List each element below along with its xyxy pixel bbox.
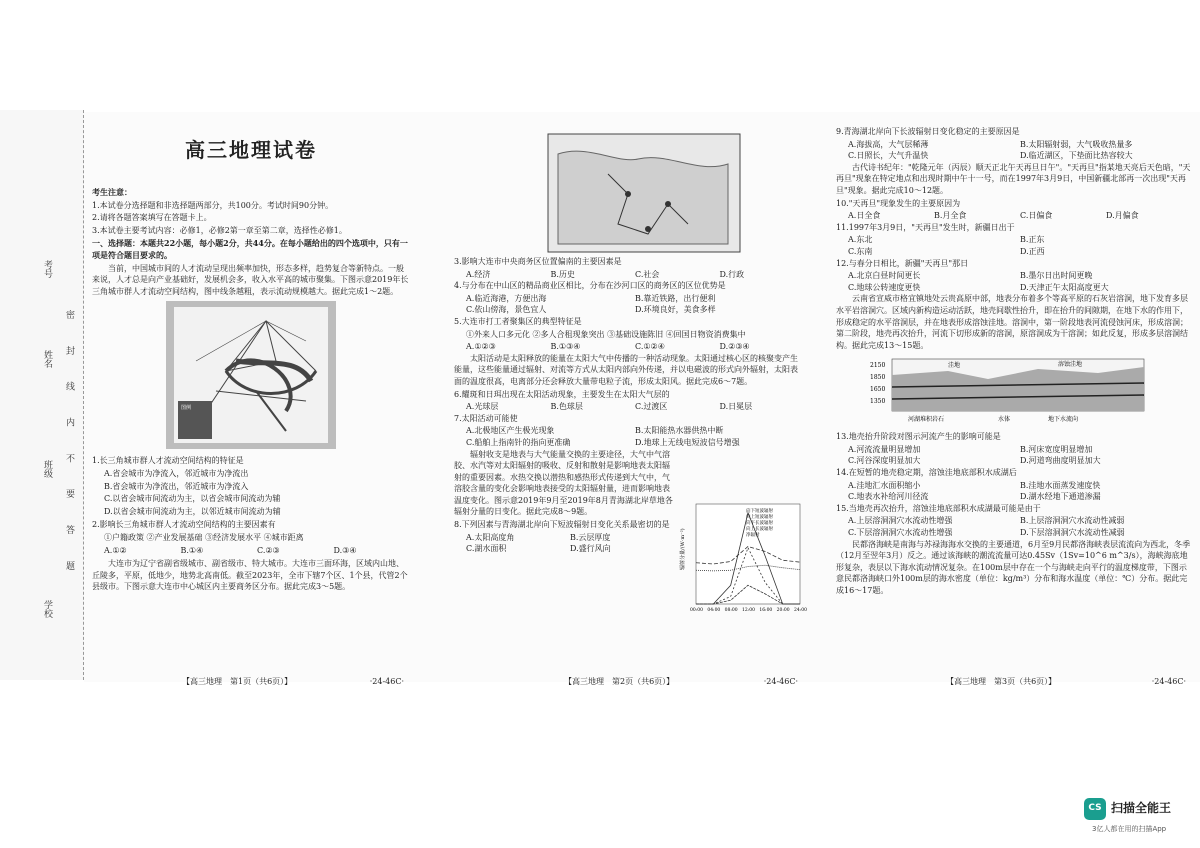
talent-flow-network-figure [166, 301, 336, 449]
legend-entry: 向上短波辐射 [746, 515, 773, 520]
option[interactable]: C.地球公转速度更快 [848, 282, 921, 292]
page-footer: 【高三地理 第3页（共6页）】 [946, 677, 1057, 686]
karst-profile-figure [868, 357, 1150, 425]
option[interactable]: A.河流流量明显增加 [848, 444, 921, 454]
profile-label: 溶蚀洼地 [1058, 361, 1083, 369]
option[interactable]: D.临近湖区，下垫面比热容较大 [1020, 151, 1133, 161]
option[interactable]: C.以省会城市间流动为主，以省会城市间流动为辅 [104, 494, 281, 504]
option[interactable]: C.船舶上指南针的指向更准确 [466, 437, 571, 447]
question-stem: 2.影响长三角城市群人才流动空间结构的主要因素有 [92, 520, 276, 530]
name-label: 姓名 [42, 350, 53, 368]
question-stem: 9.青海湖北岸向下长波辐射日变化稳定的主要原因是 [836, 127, 1020, 136]
chart-ylabel: 辐射分量/(W·m⁻²) [680, 528, 686, 570]
option[interactable]: D.河道弯曲度明显加大 [1020, 456, 1101, 466]
option[interactable]: C.日照长，大气升温快 [848, 151, 929, 161]
option[interactable]: D.环境良好，美食多样 [635, 305, 716, 315]
question-stem: 8.下列因素与青海湖北岸向下短波辐射日变化关系最密切的是 [454, 520, 670, 530]
passage-yunnan: 云南省宣威市格宜镇地处云贵高原中部，地表分布着多个等高平原的石灰岩溶洞，地下发育多层水平岩溶洞穴。区域内新构造运动活跃，地壳间歇性抬升，即在抬升的间隙期，在地下水的作用下，形成稳定的水平溶洞层，并在地表形成溶蚀洼地。溶洞中，第一阶段地表河流侵蚀河床，形成溶洞；第二阶段，地壳再次抬升，河流下切形成新的溶洞，原溶洞成为干溶洞；如此反复，形成多层溶洞结构。据此完成13～15题。 [836, 294, 1188, 350]
option[interactable]: D.湖水经地下通道渗漏 [1020, 492, 1101, 502]
option[interactable]: D.②③④ [719, 342, 750, 352]
scanner-watermark [1084, 798, 1171, 820]
camscanner-icon: CS [1084, 798, 1106, 820]
radiation-line-chart [680, 500, 807, 620]
option[interactable]: D.地球上无线电短波信号增强 [635, 437, 740, 447]
question-10 [836, 198, 1192, 222]
page-footer: 【高三地理 第2页（共6页）】 [564, 677, 675, 686]
profile-y-label: 1650 [870, 386, 886, 394]
passage-dalian: 大连市为辽宁省副省级城市、副省级市、特大城市。大连市三面环海，区域内山地、丘陵多，平原，低地少，地势北高南低。截至2023年，全市下辖7个区、1个县，代管2个县级市。下图示意大连市中心城区内主要商务区分布。据此完成3～5题。 [92, 559, 408, 592]
question-stem: 1.长三角城市群人才流动空间结构的特征是 [92, 456, 244, 466]
option[interactable]: A.太阳高度角 [466, 532, 515, 542]
question-9 [836, 126, 1192, 162]
x-tick-label: 04:00 [707, 608, 721, 613]
x-tick-label: 24:00 [794, 608, 807, 613]
question-11 [836, 222, 1192, 258]
question-stem: 12.与春分日相比，新疆"天再旦"那日 [836, 258, 969, 268]
page-1 [92, 112, 410, 686]
option[interactable]: B.正东 [1020, 235, 1045, 245]
option[interactable]: B.①④ [180, 545, 204, 555]
notice-line: 1.本试卷分选择题和非选择题两部分，共100分。考试时间90分钟。 [92, 200, 334, 210]
notice-head: 考生注意： [92, 187, 132, 197]
option[interactable]: C.①②④ [635, 342, 665, 352]
legend-entry: 向下短波辐射 [746, 509, 773, 514]
option[interactable]: C.东南 [848, 246, 873, 256]
question-stem: 4.与分布在中山区的精品商业区相比，分布在沙河口区的商务区的区位优势是 [454, 281, 726, 291]
question-12 [836, 258, 1192, 294]
option[interactable]: A.光球层 [466, 402, 499, 412]
profile-y-label: 1850 [870, 374, 886, 382]
x-tick-label: 16:00 [759, 608, 773, 613]
section-head: 一、选择题：本题共22小题，每小题2分，共44分。在每小题给出的四个选项中，只有一项是符合题目要求的。 [92, 238, 408, 260]
x-tick-label: 00:00 [690, 608, 703, 613]
option[interactable]: D.下层溶洞洞穴水流动性减弱 [1020, 528, 1125, 538]
option[interactable]: B.太阳能热水器供热中断 [635, 426, 724, 436]
option[interactable]: A.①②③ [466, 342, 496, 352]
profile-y-label: 1350 [870, 398, 886, 406]
option[interactable]: B.洼地水面蒸发速度快 [1020, 480, 1101, 490]
passage-radiation: 辐射收支是地表与大气能量交换的主要途径，大气中气溶胶、水汽等对太阳辐射的吸收、反射和散射是影响地表太阳辐射的重要因素。水热交换以潜热和感热形式传递到大气中，气溶胶含量的变化会影响地表接受的太阳辐射量，进而影响地表温度变化。图示意2019年9月至2019年8月青海湖北岸草地各辐射分量的日变化。据此完成8～9题。 [454, 449, 673, 517]
page-code: ·24-46C· [369, 677, 404, 686]
option[interactable]: B.靠近铁路，出行便利 [635, 293, 716, 303]
profile-legend: 水体 [998, 416, 1011, 424]
option[interactable]: A.省会城市为净流入，邻近城市为净流出 [104, 468, 249, 478]
legend-entry: 向上长波辐射 [746, 527, 773, 532]
question-14 [836, 467, 1192, 503]
option[interactable]: C.②③ [257, 545, 280, 555]
option[interactable]: A.经济 [466, 269, 491, 279]
school-label: 学校 [42, 600, 53, 618]
passage-tianer: 古代诗书纪年："乾隆元年（丙辰）顺天正北午天再旦日午"。"天再旦"指某地天亮后天色暗，"天再旦"现象在特定地点和出现时期中午十一号，而在1997年3月9日，中国新疆北部再一次出现"天再旦"现象。据此完成10～12题。 [836, 162, 1191, 195]
option[interactable]: D.以省会城市间流动为主，以邻近城市间流动为辅 [104, 506, 281, 516]
question-8 [454, 519, 674, 555]
question-stem: 14.在短暂的地壳稳定期，溶蚀洼地底部积水成湖后 [836, 468, 1017, 478]
option[interactable]: A.北极地区产生极光现象 [466, 426, 555, 436]
question-stem: 6.耀斑和日珥出现在太阳活动现象，主要发生在太阳大气层的 [454, 389, 670, 399]
question-stem: 5.大连市打工者聚集区的典型特征是 [454, 316, 582, 326]
question-7 [454, 413, 804, 449]
question-stem: 3.影响大连市中央商务区位置偏南的主要因素是 [454, 257, 622, 266]
exam-sheet [84, 112, 1200, 686]
option[interactable]: C.地表水补给河川径流 [848, 492, 929, 502]
option[interactable]: B.河床宽度明显增加 [1020, 444, 1093, 454]
option[interactable]: B.云层厚度 [570, 532, 611, 542]
option[interactable]: C.依山傍海，景色宜人 [466, 305, 547, 315]
x-tick-label: 12:00 [742, 608, 755, 613]
x-tick-label: 08:00 [724, 608, 738, 613]
question-items: ①外来人口多元化 ②多人合租现象突出 ③基础设施陈旧 ④回国日物资消费集中 [466, 329, 746, 339]
question-13 [836, 431, 1192, 467]
page-title: 高三地理试卷 [185, 138, 317, 162]
dalian-map-figure [548, 134, 740, 252]
option[interactable]: A.①② [104, 545, 127, 555]
option[interactable]: B.省会城市为净流出，邻近城市为净流入 [104, 481, 249, 491]
option[interactable]: D.正西 [1020, 246, 1045, 256]
option[interactable]: B.历史 [550, 269, 575, 279]
option[interactable]: D.月偏食 [1106, 211, 1139, 221]
option[interactable]: C.日偏食 [1020, 211, 1053, 221]
option[interactable]: A.东北 [848, 235, 873, 245]
legend-entry: 净辐射 [746, 533, 760, 538]
binding-margin [0, 110, 84, 680]
option[interactable]: C.社会 [635, 269, 660, 279]
profile-y-label: 2150 [870, 362, 886, 370]
option[interactable]: A.日全食 [848, 211, 881, 221]
option[interactable]: D.行政 [719, 269, 745, 279]
passage-solar: 太阳活动是太阳释放的能量在太阳大气中传播的一种活动现象。太阳通过核心区的核聚变产生能量，这些能量通过辐射、对流等方式从太阳内部向外传递，并以电磁波的形式向外辐射，太阳表面的温度很高，电离部分还会释放大量带电粒子流，形成太阳风。据此完成6～7题。 [454, 353, 798, 386]
passage-ocean: 民都洛海峡是南海与苏禄海海水交换的主要通道，6月至9月民都洛海峡表层流流向为西北，冬季（12月至翌年3月）反之。通过该海峡的潮流流量可达0.45Sv（1Sv=10^6 m^3/s），海峡海底地形复杂，表层以下海水流动情况复杂。在100m层中存在一个与海峡走向平行的温度梯度带，下图示意民都洛海峡口外100m层的海水密度（单位：kg/m³）分布和海水温度（单位：℃）分布。据此完成16～17题。 [836, 539, 1191, 595]
question-4 [454, 280, 804, 316]
question-stem: 10."天再旦"现象发生的主要原因为 [836, 198, 961, 208]
option[interactable]: B.色球层 [550, 402, 583, 412]
page-footer: 【高三地理 第1页（共6页）】 [182, 677, 293, 686]
question-items: ①户籍政策 ②产业发展基础 ③经济发展水平 ④城市距离 [104, 532, 304, 542]
question-6 [454, 389, 804, 413]
watermark-subtitle: 3亿人都在用的扫描App [1092, 825, 1167, 833]
class-label: 班级 [42, 460, 53, 478]
notice-line: 3.本试卷主要考试内容：必修1，必修2第一章至第二章，选择性必修1。 [92, 225, 347, 235]
option[interactable]: D.③④ [333, 545, 357, 555]
option[interactable]: D.天津正午太阳高度更大 [1020, 282, 1109, 292]
page-3 [836, 112, 1192, 686]
profile-label: 洼地 [948, 362, 961, 370]
passage-talent: 当前，中国城市间的人才流动呈现出频率加快，形态多样，趋势复合等新特点。一般来说，人才总是向产业基础好，发展机会多，收入水平高的城市聚集。下图示意2019年长三角城市群人才流动空间结构，图中线条越粗，表示流动规模越大。据此完成1～2题。 [92, 263, 409, 296]
question-5 [454, 316, 804, 353]
seal-line-text: 密 封 线 内 不 要 答 题 [64, 310, 75, 583]
option[interactable]: B.月全食 [934, 211, 967, 221]
question-stem: 15.当地壳再次抬升，溶蚀洼地底部积水成湖最可能是由于 [836, 503, 1041, 513]
option[interactable]: C.下层溶洞洞穴水流动性增强 [848, 528, 953, 538]
option[interactable]: A.上层溶洞洞穴水流动性增强 [848, 516, 953, 526]
option[interactable]: B.太阳辐射弱，大气吸收热量多 [1020, 139, 1133, 149]
page-2 [454, 112, 807, 686]
legend-entry: 向下长波辐射 [746, 521, 773, 526]
option[interactable]: C.湖水面积 [466, 544, 507, 554]
option[interactable]: D.盛行风向 [570, 544, 611, 554]
exam-number-label: 考号 [42, 260, 53, 278]
question-3 [454, 256, 804, 280]
question-stem: 7.太阳活动可能使 [454, 413, 518, 423]
option[interactable]: A.临近海港，方便出海 [466, 293, 547, 303]
option[interactable]: C.河谷深度明显加大 [848, 456, 921, 466]
option[interactable]: A.北京白昼时间更长 [848, 271, 921, 281]
option[interactable]: B.上层溶洞洞穴水流动性减弱 [1020, 516, 1125, 526]
option[interactable]: C.过渡区 [635, 402, 668, 412]
legend-title: 图例 [181, 405, 192, 412]
page-code: ·24-46C· [763, 677, 798, 686]
x-tick-label: 20:00 [776, 608, 790, 613]
profile-legend: 地下水流向 [1048, 416, 1079, 424]
notice-line: 2.请将各题答案填写在答题卡上。 [92, 213, 212, 223]
question-15 [836, 503, 1192, 539]
option[interactable]: A.洼地汇水面积缩小 [848, 480, 921, 490]
option[interactable]: A.海拔高，大气层稀薄 [848, 139, 929, 149]
page-code: ·24-46C· [1151, 677, 1186, 686]
question-stem: 13.地壳抬升阶段对图示河流产生的影响可能是 [836, 432, 1001, 442]
question-1 [92, 455, 410, 517]
option[interactable]: D.日冕层 [719, 402, 753, 412]
question-2 [92, 519, 410, 556]
option[interactable]: B.①③④ [550, 342, 581, 352]
question-stem: 11.1997年3月9日，"天再旦"发生时，新疆日出于 [836, 222, 1015, 232]
option[interactable]: B.墨尔日出时间更晚 [1020, 271, 1093, 281]
profile-legend: 河湖堆积岩石 [908, 416, 945, 424]
watermark-title: 扫描全能王 [1111, 801, 1172, 816]
